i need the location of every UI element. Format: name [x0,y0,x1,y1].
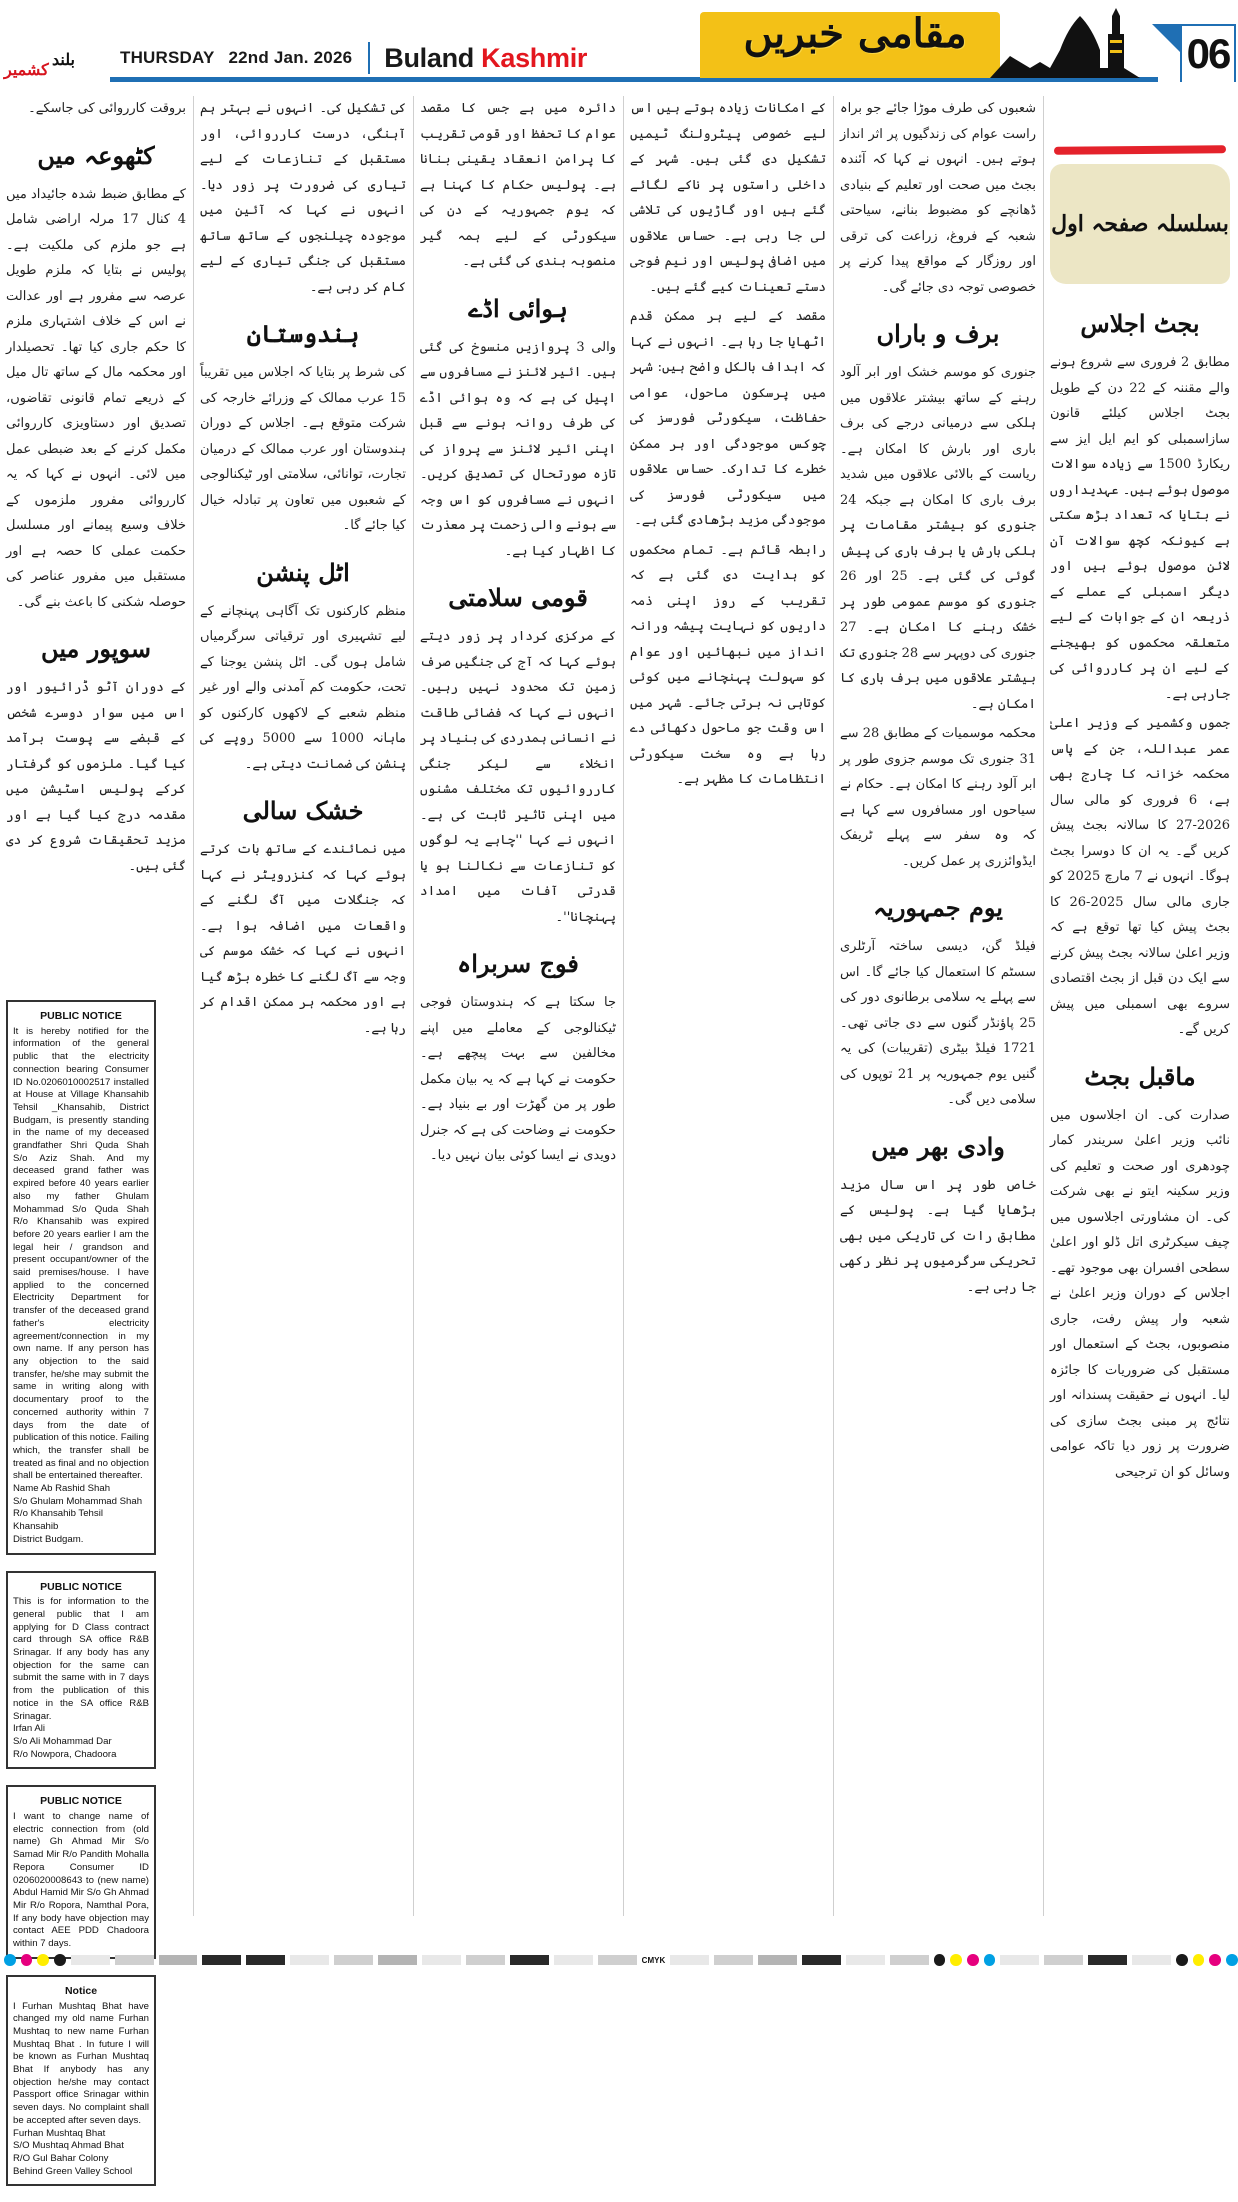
logo-word-kashmir: کشمیر [4,60,49,79]
cyan-dot-icon [984,1954,996,1966]
headline-airport: ہوائی اڈے [468,293,568,323]
tint-swatch [422,1955,461,1965]
public-notice-electricity-transfer [6,1000,156,1555]
notice-signature-line: S/o Ali Mohammad Dar [13,1735,112,1747]
page-number-box [1180,24,1236,82]
notice-body: I Furhan Mushtaq Bhat have changed my old name Furhan Mushtaq to new name Furhan Mushtaq Bhat . In future I will be known as Furhan Mushtaq Bhat If anybody has any objection he/she may contact Passport office Srinagar within seven days. No complaint shall be accepted after seven days. [13,2000,149,2126]
tint-swatch [334,1955,373,1965]
headline-army-chief: فوج سربراہ [457,949,579,978]
notice-title: PUBLIC NOTICE [40,1010,122,1022]
headline-snow-rain: برف و باراں [876,319,1000,348]
mosque-silhouette-icon [990,6,1150,78]
tint-swatch [1044,1955,1083,1965]
tint-swatch [554,1955,593,1965]
notice-title: PUBLIC NOTICE [40,1795,122,1808]
tint-swatch [714,1955,753,1965]
magenta-dot-icon [967,1954,979,1966]
tint-swatch [466,1955,505,1965]
notice-signature-line: Name Ab Rashid Shah [13,1483,111,1495]
logo-word-buland: بلند [52,50,75,69]
tint-swatch [846,1955,885,1965]
notice-title: Notice [64,1984,98,1997]
headline-valley-wide: وادی بھر میں [871,1131,1005,1161]
cyan-dot-icon [1226,1954,1238,1966]
article-paragraph: مقصد کے لیے ہر ممکن قدم اٹھایا جا رہا ہے۔ انہوں نے کہا کہ اہداف بالکل واضح ہیں: شہر میں پرسکون ماحول، عوامی حفاظت، سیکورٹی فورسز کی چوکس موجودگی اور ہر ممکن خطرے کا تدارک۔ حساس علاقوں میں سیکورٹی فورسز کی موجودگی مزید بڑھادی گئی ہے۔ [630,309,826,528]
article-paragraph: شعبوں کی طرف موڑا جائے جو براہ راست عوام کی زندگیوں پر اثر انداز ہوتے ہیں۔ انہوں نے کہا کہ آئندہ بجٹ میں صحت اور تعلیم کے بنیادی ڈھانچے کو مضبوط بنانے، سیاحتی شعبہ کے فروغ، زراعت کی ترقی اور روزگار کے مواقع پیدا کرنے پر خصوصی توجہ دی جائے گی۔ [840,101,1036,295]
dateline-divider [368,42,370,74]
black-dot-icon [54,1954,66,1966]
headline-sopore: سوپور میں [41,634,151,663]
headline-republic-day: یوم جمہوریہ [873,893,1003,922]
article-weather [840,96,1036,1304]
article-paragraph: رابطہ قائم ہے۔ تمام محکموں کو ہدایت دی گئی ہے کہ تقریب کے روز اپنی ذمہ داریوں کو نہایت پیشہ ورانہ انداز میں نبھائیں اور عوام کو سہولت پہنچانے میں کوئی کوتاہی نہ برتی جائے۔ شہر میں اس وقت جو ماحول دکھائی دے رہا ہے وہ سخت سیکورٹی انتظامات کا مظہر ہے۔ [630,542,826,787]
tint-swatch [890,1955,929,1965]
tint-swatch [598,1955,637,1965]
continued-label: بسلسلہ صفحہ اول [1051,211,1229,237]
yellow-dot-icon [37,1954,49,1966]
notice-body: It is hereby notified for the information of the general public that the electricity connection bearing Consumer ID No.0206010002517 installed at House at Village Khansahib Tehsil _Khansahib, District Budgam, is presently standing in the name of my deceased grandfather Shri Quda Shah S/o Aziz Shah. And my deceased grand father was expired before 40 years earlier also my father Ghulam Mohammad S/o Quda Shah R/o Khansahib was expired before 20 years earlier I am the legal heir / grandson and present occupant/owner of the said premises/house. I have applied to the concerned Electricity Department for transfer of the deceased grand father's electricity agreement/connection in my own name. If any person has any objection to the said transfer, he/she may submit the same in writing along with documentary proof to the concerned authority within 7 days from the date of publication of this notice. Failing which, the transfer shall be treated as final and no objection shall be entertained thereafter. [13,1025,150,1482]
article-paragraph: والی 3 پروازیں منسوخ کی گئی ہیں۔ ائیر لائنز نے مسافروں سے اپیل کی ہے کہ وہ ہوائی اڈے کی طرف روانہ ہونے سے قبل اپنی ائیر لائنز سے پرواز کی تازہ صورتحال کی تصدیق کریں۔ انہوں نے مسافروں کو اس وجہ سے ہونے والی زحمت پر معذرت کا اظہار کیا ہے۔ [420,339,616,559]
article-paragraph: جا سکتا ہے کہ ہندوستان فوجی ٹیکنالوجی کے معاملے میں اپنے مخالفین سے بہت پیچھے ہے۔ حکومت نے کہا ہے کہ یہ بیان مکمل طور پر من گھڑت اور بے بنیاد ہے۔ حکومت نے وضاحت کی ہے کہ جنرل دویدی نے ایسا کوئی بیان نہیں دیا۔ [420,995,616,1163]
notice-signature-line: R/O Gul Bahar Colony [13,2152,109,2164]
article-paragraph: جموں وکشمیر کے وزیر اعلیٰ عمر عبداللہ، جن کے پاس محکمہ خزانہ کا چارج بھی ہے، 6 فروری کو مالی سال 2026-27 کا سالانہ بجٹ پیش کریں گے۔ یہ ان کا دوسرا بجٹ ہوگا۔ انہوں نے 7 مارچ 2025 کو جاری مالی سال 2025-26 کا بجٹ پیش کیا تھا توقع ہے کہ وزیر اعلیٰ سالانہ بجٹ پیش کرنے سے ایک دن قبل از بجٹ اقتصادی سروے بھی اسمبلی میں پیش کریں گے۔ [1050,716,1231,1037]
tint-swatch [758,1955,797,1965]
article-paragraph: کی تشکیل کی۔ انہوں نے بہتر ہم آہنگی، درست کارروائی، اور مستقبل کے تنازعات کے لیے تیاری کی ضرورت پر زور دیا۔ انہوں نے کہا کہ آئین میں موجودہ چیلنجوں کے ساتھ ساتھ مستقبل کی جنگی تیاری کے لیے کام کر رہی ہے۔ [200,101,406,295]
article-paragraph: کے دوران آٹو ڈرائیور اور اس میں سوار دوسرے شخص کے قبضے سے پوست برآمد کیا گیا۔ ملزموں کو گرفتار کرکے پولیس اسٹیشن میں مقدمہ درج کیا گیا ہے اور مزید تحقیقات شروع کر دی گئی ہیں۔ [6,680,186,874]
notice-signature-line: R/o Khansahib Tehsil Khansahib [13,1508,103,1533]
article-paragraph: میں نمائندے کے ساتھ بات کرتے ہوئے کہا کہ کنزرویٹر نے کہا کہ جنگلات میں آگ لگنے کے واقعات میں اضافہ ہوا ہے۔ انہوں نے کہا کہ خشک موسم کی وجہ سے آگ لگنے کا خطرہ بڑھ گیا ہے اور محکمہ ہر ممکن اقدام کر رہا ہے۔ [200,842,406,1036]
article-paragraph: کے مطابق ضبط شدہ جائیداد میں 4 کنال 17 مرلہ اراضی شامل ہے جو ملزم کی ملکیت ہے۔ پولیس نے بتایا کہ ملزم طویل عرصہ سے مفرور ہے اور عدالت نے اس کے خلاف اشتہاری ملزم کا حکم جاری کیا تھا۔ تحصیلدار اور محکمہ مال کے ساتھ تال میل کے ذریعے تمام قانونی تقاضوں، تصدیق اور دستاویزی کارروائی مکمل کرنے کے بعد ضبطی عمل میں لائی۔ انہوں نے کہا کہ یہ کارروائی مفرور ملزموں کے خلاف وسیع پیمانے اور مسلسل حکمت عملی کا حصہ ہے اور مستقبل میں مفرور عناصر کی حوصلہ شکنی کا باعث بنے گی۔ [6,186,186,610]
headline-national-security: قومی سلامتی [448,583,588,612]
article-paragraph: کے امکانات زیادہ ہوتے ہیں اس لیے خصوصی پیٹرولنگ ٹیمیں تشکیل دی گئی ہیں۔ شہر کے داخلی راستوں پر ناکے لگائے گئے ہیں اور گاڑیوں کی تلاشی لی جا رہی ہے۔ حساس علاقوں میں اضافی پولیس اور نیم فوجی دستے تعینات کیے گئے ہیں۔ [630,101,826,295]
article-paragraph: جنوری کو موسم خشک اور ابر آلود رہنے کے ساتھ بیشتر علاقوں میں ہلکی سے درمیانی درجے کی برف باری اور بارش کا امکان ہے۔ ریاست کے بالائی علاقوں میں شدید برف باری کا امکان ہے جبکہ 24 جنوری کو بیشتر مقامات پر ہلکی بارش یا برف باری کی پیش گوئی کی گئی ہے۔ 25 اور 26 جنوری کو موسم عمومی طور پر خشک رہنے کا امکان ہے۔ 27 جنوری کی دوپہر سے 28 جنوری تک بیشتر علاقوں میں برف باری کا امکان ہے۔ [840,365,1036,712]
tint-swatch [1132,1955,1171,1965]
tint-swatch [802,1955,841,1965]
notice-title: PUBLIC NOTICE [40,1580,122,1593]
dateline [120,40,587,76]
notice-signature-line: Furhan Mushtaq Bhat [13,2127,106,2139]
issue-day: THURSDAY [120,48,215,67]
article-paragraph: منظم کارکنوں تک آگاہی پہنچانے کے لیے تشہیری اور ترقیاتی سرگرمیاں شامل ہوں گی۔ اٹل پنشن یوجنا کے تحت، حکومت کم آمدنی والے اور غیر منظم شعبے کے لاکھوں کارکنوں کو ماہانہ 1000 سے 5000 روپے کی پنشن کی ضمانت دیتی ہے۔ [200,603,406,772]
article-paragraph: دائرہ میں ہے جس کا مقصد عوام کا تحفظ اور قومی تقریب کا پرامن انعقاد یقینی بنانا ہے۔ پولیس حکام کا کہنا ہے کہ یوم جمہوریہ کے دن کی سیکورٹی کے لیے ہمہ گیر منصوبہ بندی کی گئی ہے۔ [420,101,616,269]
tint-swatch [246,1955,285,1965]
article-kathua-sopore [6,96,186,986]
public-notice-contract-card [6,1571,156,1770]
notice-signature-line: S/O Mushtaq Ahmad Bhat [13,2140,124,2152]
article-paragraph: صدارت کی۔ ان اجلاسوں میں نائب وزیر اعلیٰ سریندر کمار چودھری اور صحت و تعلیم کی وزیر سکینہ ایتو نے بھی شرکت کی۔ ان مشاورتی اجلاسوں میں چیف سیکرٹری اتل ڈلو اور اعلیٰ سطحی افسران بھی موجود تھے۔ اجلاس کے دوران وزیر اعلیٰ نے شعبہ وار پیش رفت، جاری منصوبوں، بجٹ کے استعمال اور مستقبل کی ضروریات کا جائزہ لیا۔ انہوں نے حقیقت پسندانہ اور نتائج پر مبنی بجٹ سازی کی ضرورت پر زور دیا تاکہ عوامی وسائل کو ان ترجیحی [1050,1107,1230,1480]
tint-swatch [159,1955,198,1965]
issue-date: 22nd Jan. 2026 [228,48,353,67]
notice-signature-line: Irfan Ali [13,1723,45,1735]
article-paragraph: فیلڈ گن، دیسی ساختہ آرٹلری سسٹم کا استعمال کیا جائے گا۔ اس سے پہلے یہ سلامی برطانوی دور کی 25 پاؤنڈر گنوں سے دی جاتی تھی۔ 1721 فیلڈ بیٹری (تقریبات) کی یہ گنیں یوم جمہوریہ پر 21 توپوں کی سلامی دیں گی۔ [840,939,1036,1107]
page-number-corner [1152,24,1180,52]
black-dot-icon [934,1954,946,1966]
tint-swatch [510,1955,549,1965]
tint-swatch [115,1955,154,1965]
red-brush-stroke [1054,145,1226,155]
tint-swatch [670,1955,709,1965]
notice-signature-line: R/o Nowpora, Chadoora [13,1748,117,1760]
article-paragraph: بروقت کارروائی کی جاسکے۔ [28,101,186,116]
article-paragraph: محکمہ موسمیات کے مطابق 28 سے 31 جنوری تک موسم جزوی طور پر ابر آلود رہنے کا امکان ہے۔ حکام نے سیاحوں اور مسافروں سے کہا ہے کہ وہ سفر سے پہلے ٹریفک ایڈوائزری پر عمل کریں۔ [840,726,1036,869]
classified-notices [6,1000,156,2202]
page-number: 06 [1186,30,1230,77]
notice-signature-line: District Budgam. [13,1533,84,1545]
article-security-arrangements [630,96,826,797]
section-banner [700,6,1140,78]
column-divider [833,96,834,1916]
yellow-dot-icon [1193,1954,1205,1966]
headline-pre-budget: ماقبل بجٹ [1084,1061,1196,1091]
tint-swatch [378,1955,417,1965]
magenta-dot-icon [21,1954,33,1966]
headline-atal-pension: اٹل پنشن [256,557,350,587]
brand-part-buland: Buland [384,42,474,73]
magenta-dot-icon [1209,1954,1221,1966]
section-title: مقامی خبریں [743,10,967,57]
notice-body: This is for information to the general public that I am applying for D Class contract card through SA office R&B Srinagar. If any body has any objection for the same can submit the same with in 7 days from the publication of this notice in the SA office R&B Srinagar. [13,1596,149,1722]
tint-swatch [1088,1955,1127,1965]
print-color-bar [0,1952,1238,1968]
notice-signature-line: Behind Green Valley School [13,2165,133,2177]
masthead [0,0,1238,82]
article-paragraph: خاص طور پر اس سال مزید بڑھایا گیا ہے۔ پولیس کے مطابق رات کی تاریکی میں بھی تحریکی سرگرمیوں پر نظر رکھی جا رہی ہے۔ [840,1177,1036,1295]
headline-india: ہندوستان [246,319,360,348]
tint-swatch [290,1955,329,1965]
newspaper-logo [4,50,104,80]
cmyk-label: CMYK [641,1955,666,1965]
brand-name [384,43,587,74]
notice-personal-name-change [6,1975,156,2187]
black-dot-icon [1176,1954,1188,1966]
article-paragraph: مطابق 2 فروری سے شروع ہونے والے مقننہ کے 22 دن کے طویل بجٹ اجلاس کیلئے قانون سازاسمبلی کو ایم ایل ایز سے ریکارڈ 1500 سے زیادہ سوالات موصول ہوئے ہیں۔ عہدیداروں نے بتایا کہ تعداد بڑھ سکتی ہے کیونکہ کچھ سوالات آن لائن موصول ہوئے ہیں اور دیگر اسمبلی کے عملے کے ذریعہ ان کے جوابات کے لیے متعلقہ محکموں کو بھیجنے کے لیے ان پر کارروائی کی جارہی ہے۔ [1050,355,1231,702]
cyan-dot-icon [4,1954,16,1966]
tint-swatch [202,1955,241,1965]
notice-body: I want to change name of electric connection from (old name) Gh Ahmad Mir S/o Samad Mir R/o Pandith Mohalla Repora Consumer ID 0206020008643 to (new name) Abdul Hamid Mir S/o Gh Ahmad Mir R/o Ropora, Namthal Pora, If any body have objection may contact AEE PDD Chadoora within 7 days. [13,1811,149,1950]
brand-part-kashmir: Kashmir [481,42,588,73]
headline-drought: خشک سالی [242,796,364,825]
public-notice-name-change-connection [6,1785,156,1958]
column-divider [1043,96,1044,1916]
notice-signature-line: S/o Ghulam Mohammad Shah [13,1495,143,1507]
continued-from-page-one-box [1050,146,1230,284]
tint-swatch [1000,1955,1039,1965]
article-national-security [420,96,616,1173]
headline-kathua: کٹھوعہ میں [37,140,155,170]
article-paragraph: کی شرط پر بتایا کہ اجلاس میں تقریباً 15 عرب ممالک کے وزرائے خارجہ کی شرکت متوقع ہے۔ اجلاس کے دوران ہندوستان اور عرب ممالک کے درمیان تجارت، توانائی، سلامتی اور ٹیکنالوجی کے شعبوں میں تعاون پر تبادلہ خیال کیا جائے گا۔ [200,365,406,533]
column-divider [193,96,194,1916]
column-divider [623,96,624,1916]
column-divider [413,96,414,1916]
article-paragraph: کے مرکزی کردار پر زور دیتے ہوئے کہا کہ آج کی جنگیں صرف زمین تک محدود نہیں رہیں۔ انہوں نے کہا کہ فضائی طاقت نے انسانی ہمدردی کی بنیاد پر انخلاء سے لیکر جنگی کارروائیوں تک مختلف مشنوں میں اپنی تاثیر ثابت کی ہے۔ انہوں نے کہا ''چاہے یہ لوگوں کو تنازعات سے نکالنا ہو یا قدرتی آفات میں امداد پہنچانا''۔ [420,629,616,925]
article-india-pension-drought [200,96,406,1045]
article-budget-session [1050,290,1230,1489]
yellow-dot-icon [950,1954,962,1966]
continued-label-panel [1050,164,1230,284]
headline-budget-session: بجٹ اجلاس [1080,309,1200,338]
tint-swatch [71,1955,110,1965]
